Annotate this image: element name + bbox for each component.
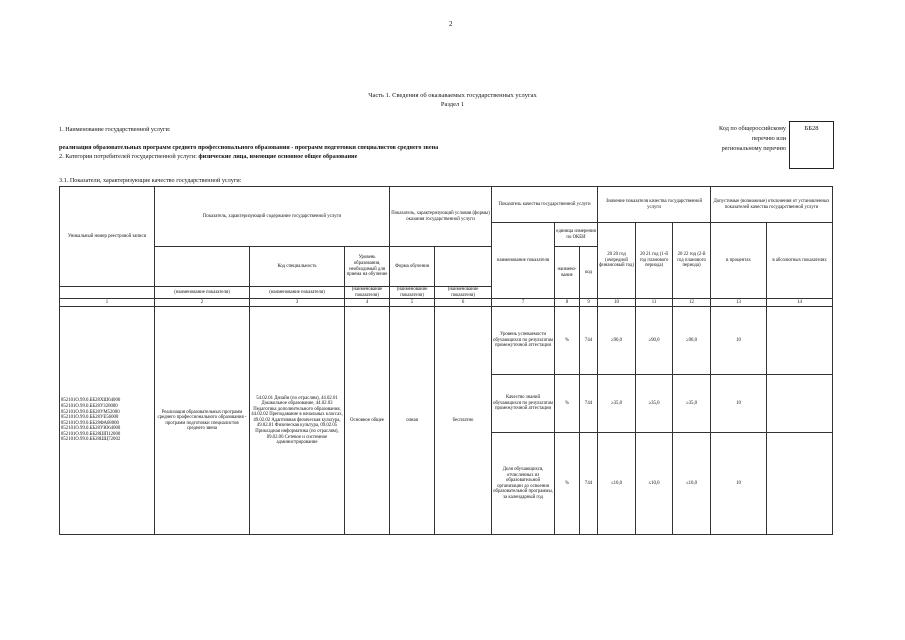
indicator-deviation: 10 (711, 307, 767, 375)
column-number: 5 (390, 299, 435, 307)
header-year-3: 20 22 год (2-й год планового периода) (673, 223, 711, 299)
header-deviation: Допустимые (возможные) отклонения от установленных показателей качества государственной услуги (711, 187, 833, 223)
service-name-label: 1. Наименование государственной услуги: (59, 126, 171, 133)
indicator-value-2: ≥35,0 (636, 375, 673, 433)
indicator-value-1: ≥35,0 (598, 375, 636, 433)
indicator-abs (767, 433, 833, 535)
header-empty (60, 287, 155, 299)
indicator-abs (767, 375, 833, 433)
header-name-ind: (наименование показателя) (435, 287, 492, 299)
column-number: 3 (250, 299, 345, 307)
header-cond-1: Форма обучения (390, 247, 435, 287)
header-unit-code: код (580, 247, 598, 299)
code-box: ББ28 (789, 121, 834, 169)
code-label-line: региональному перечню (721, 145, 786, 152)
header-quality: Показатель качества государственной услуги (492, 187, 598, 223)
header-content-2: Код специальность (250, 247, 345, 287)
header-content-1 (155, 247, 250, 287)
part-title: Часть 1. Сведения об оказываемых государственных услугах (368, 92, 537, 99)
section-title: Раздел 1 (440, 101, 465, 108)
column-number: 10 (598, 299, 636, 307)
indicator-value-3: ≤10,0 (673, 433, 711, 535)
indicator-value-1: ≤10,0 (598, 433, 636, 535)
column-number: 11 (636, 299, 673, 307)
header-quality-name: наименование показателя (492, 223, 555, 299)
column-number: 1 (60, 299, 155, 307)
header-cond-2 (435, 247, 492, 287)
indicator-value-1: ≥90,0 (598, 307, 636, 375)
column-numbers-row (60, 299, 833, 307)
payment-condition: бесплатно (435, 307, 492, 535)
column-number: 14 (767, 299, 833, 307)
consumers-value: физические лица, имеющие основное общее образование (198, 153, 358, 160)
page-number: 2 (449, 20, 453, 28)
indicator-name: Уровень успеваемости обучающихся по результатам промежуточной аттестации (492, 307, 555, 375)
indicator-code: 744 (580, 375, 598, 433)
indicator-code: 744 (580, 433, 598, 535)
column-number: 4 (345, 299, 390, 307)
indicator-abs (767, 307, 833, 375)
education-level: Основное общее (345, 307, 390, 535)
header-year-1: 20 20 год (очередной финансовый год) (598, 223, 636, 299)
header-values: Значение показателя качества государственной услуги (598, 187, 711, 223)
service-name-value: реализация образовательных программ среднего профессионального образования - программ подготовки специалистов среднего звена (59, 144, 439, 151)
indicator-deviation: 10 (711, 375, 767, 433)
header-name-ind: (наименование показателя) (390, 287, 435, 299)
indicators-title: 3.1. Показатели, характеризующие качество государственной услуги: (59, 177, 242, 184)
header-unit-name: наимено- вание (555, 247, 580, 299)
consumers-line (59, 153, 357, 160)
indicator-value-2: ≥90,0 (636, 307, 673, 375)
header-name-ind: (наименование показателя) (345, 287, 390, 299)
registry-numbers: 852101О.99.0.ББ28ХШ64000 852101О.99.0.ББ28УЗ20000 852101О.99.0.ББ28УМ52000 852101О.99.0.ББ28УЕ56000 852101О.99.0.ББ28ФА68000 852101О.99.0.ББ28УЮ64000 852101О.99.0.ББ28ШП12000 852101О.99.0.ББ28ШЦ72002 (60, 307, 155, 535)
column-number: 7 (492, 299, 555, 307)
indicator-name: Качество знаний обучающихся по результатам промежуточной аттестации (492, 375, 555, 433)
code-label-line: перечню или (751, 135, 786, 142)
code-label-line: Код по общероссийскому (718, 125, 786, 132)
indicator-value-2: ≤10,0 (636, 433, 673, 535)
header-content: Показатель, характеризующий содержание государственной услуги (155, 187, 390, 247)
header-quality-unit: единица измерения по ОКЕИ (555, 223, 598, 247)
header-name-ind: (наименование показателя) (250, 287, 345, 299)
indicator-unit: % (555, 307, 580, 375)
specialties: 54.02.01 Дизайн (по отраслям), 44.02.01 Дошкольное образование, 44.02.03 Педагогика дополнительного образования, 44.02.02 Преподавание в начальных классах, 49.02.02 Адаптивная физическая культура, 49.02.01 Физическая культура, 09.02.05 Прикладная информатика (по отраслям), 09.02.06 Сетевое и системное администрирование (250, 307, 345, 535)
indicator-value-3: ≥90,0 (673, 307, 711, 375)
header-name-ind: (наименование показателя) (155, 287, 250, 299)
column-number: 6 (435, 299, 492, 307)
study-form: очная (390, 307, 435, 535)
program-name: Реализация образовательных программ среднего профессионального образования - программ подготовки специалистов среднего звена (155, 307, 250, 535)
header-unique-number: Уникальный номер реестровой записи (60, 187, 155, 287)
indicator-name: Доля обучающихся, отчисленных из образовательной организации до освоения образовательной программы, за календарный год (492, 433, 555, 535)
code-label (690, 124, 786, 154)
indicator-deviation: 10 (711, 433, 767, 535)
column-number: 2 (155, 299, 250, 307)
header-year-2: 20 21 год (1-й год планового периода) (636, 223, 673, 299)
header-content-3: Уровень образования, необходимый для приема на обучение (345, 247, 390, 287)
header-dev-abs: в абсолютных показателях (767, 223, 833, 299)
indicator-unit: % (555, 375, 580, 433)
indicator-unit: % (555, 433, 580, 535)
header-conditions: Показатель, характеризующий условия (формы) оказания государственной услуги (390, 187, 492, 247)
quality-indicators-table (59, 186, 833, 535)
indicator-code: 744 (580, 307, 598, 375)
column-number: 8 (555, 299, 580, 307)
column-number: 12 (673, 299, 711, 307)
consumers-label: 2. Категории потребителей государственной услуги: (59, 153, 197, 160)
table-row (60, 307, 833, 375)
column-number: 13 (711, 299, 767, 307)
header-dev-percent: в процентах (711, 223, 767, 299)
column-number: 9 (580, 299, 598, 307)
indicator-value-3: ≥35,0 (673, 375, 711, 433)
